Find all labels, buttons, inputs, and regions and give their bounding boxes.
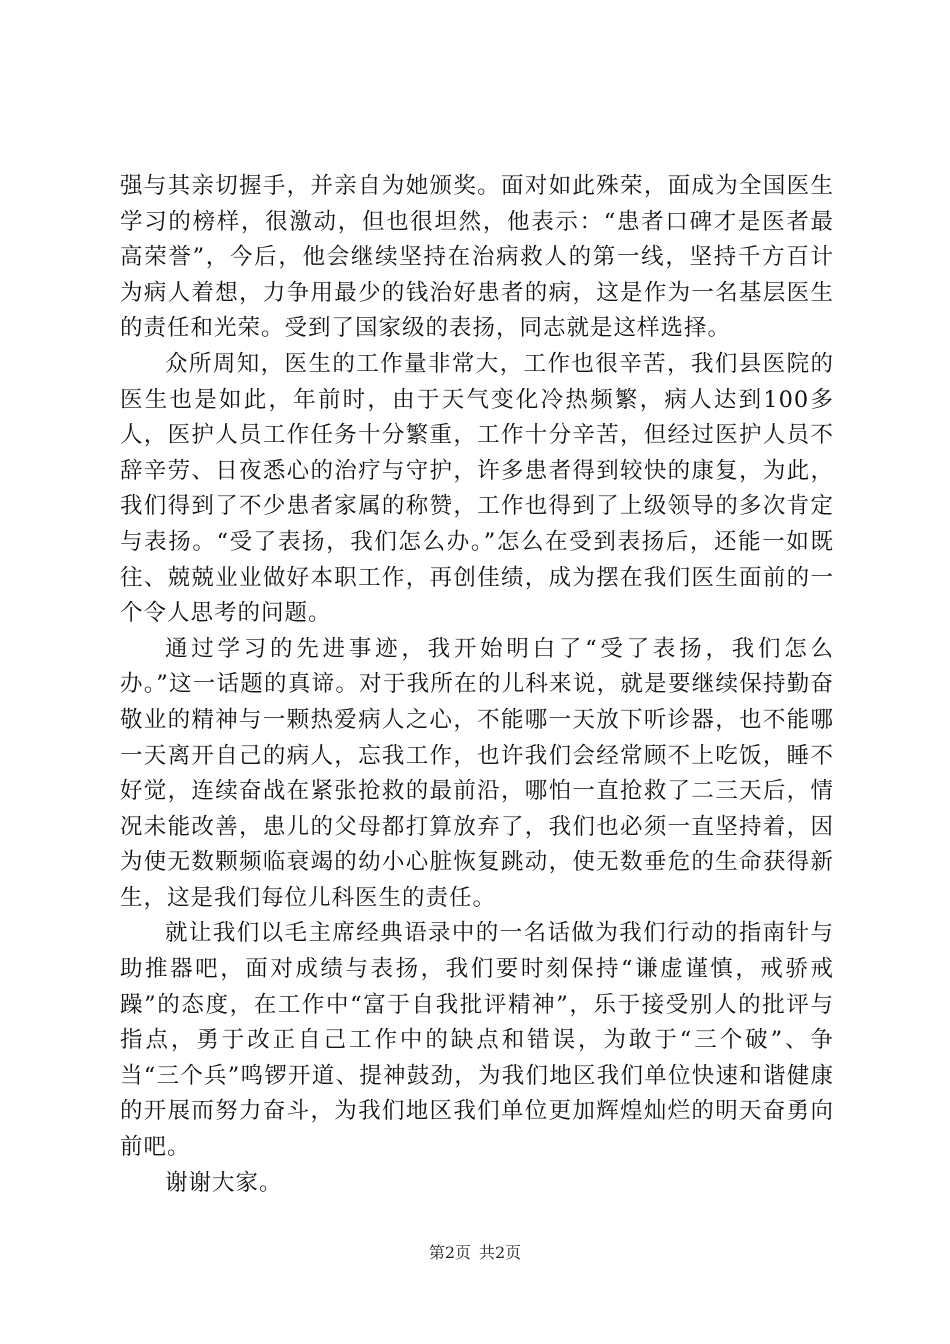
- document-body: [120, 169, 834, 1201]
- paragraph-4: 就让我们以毛主席经典语录中的一名话做为我们行动的指南针与助推器吧，面对成绩与表扬，我们要时刻保持“谦虚谨慎，戒骄戒躁”的态度，在工作中“富于自我批评精神”，乐于接受别人的批评与指点，勇于改正自己工作中的缺点和错误，为敢于“三个破”、争当“三个兵”鸣锣开道、提神鼓劲，为我们地区我们单位快速和谐健康的开展而努力奋斗，为我们地区我们单位更加辉煌灿烂的明天奋勇向前吧。: [120, 920, 834, 1161]
- paragraph-2: 众所周知，医生的工作量非常大，工作也很辛苦，我们县医院的医生也是如此，年前时，由于天气变化冷热频繁，病人达到100多人，医护人员工作任务十分繁重，工作十分辛苦，但经过医护人员不辞辛劳、日夜悉心的治疗与守护，许多患者得到较快的康复，为此，我们得到了不少患者家属的称赞，工作也得到了上级领导的多次肯定与表扬。“受了表扬，我们怎么办。”怎么在受到表扬后，还能一如既往、兢兢业业做好本职工作，再创佳绩，成为摆在我们医生面前的一个令人思考的问题。: [120, 350, 834, 627]
- paragraph-5: 谢谢大家。: [165, 1169, 283, 1196]
- page-footer: [0, 1243, 950, 1263]
- page-number: 第2页: [428, 1243, 471, 1262]
- paragraph-3: 通过学习的先进事迹，我开始明白了“受了表扬，我们怎么办。”这一话题的真谛。对于我所在的儿科来说，就是要继续保持勤奋敬业的精神与一颗热爱病人之心，不能哪一天放下听诊器，也不能哪一天离开自己的病人，忘我工作，也许我们会经常顾不上吃饭，睡不好觉，连续奋战在紧张抢救的最前沿，哪怕一直抢救了二三天后，情况未能改善，患儿的父母都打算放弃了，我们也必须一直坚持着，因为使无数颗频临衰竭的幼小心脏恢复跳动，使无数垂危的生命获得新生，这是我们每位儿科医生的责任。: [120, 635, 834, 911]
- paragraph-1: 强与其亲切握手，并亲自为她颁奖。面对如此殊荣，面成为全国医生学习的榜样，很激动，但也很坦然，他表示：“患者口碑才是医者最高荣誉”，今后，他会继续坚持在治病救人的第一线，坚持千方百计为病人着想，力争用最少的钱治好患者的病，这是作为一名基层医生的责任和光荣。受到了国家级的表扬，同志就是这样选择。: [120, 173, 834, 342]
- page-total: 共2页: [479, 1243, 522, 1262]
